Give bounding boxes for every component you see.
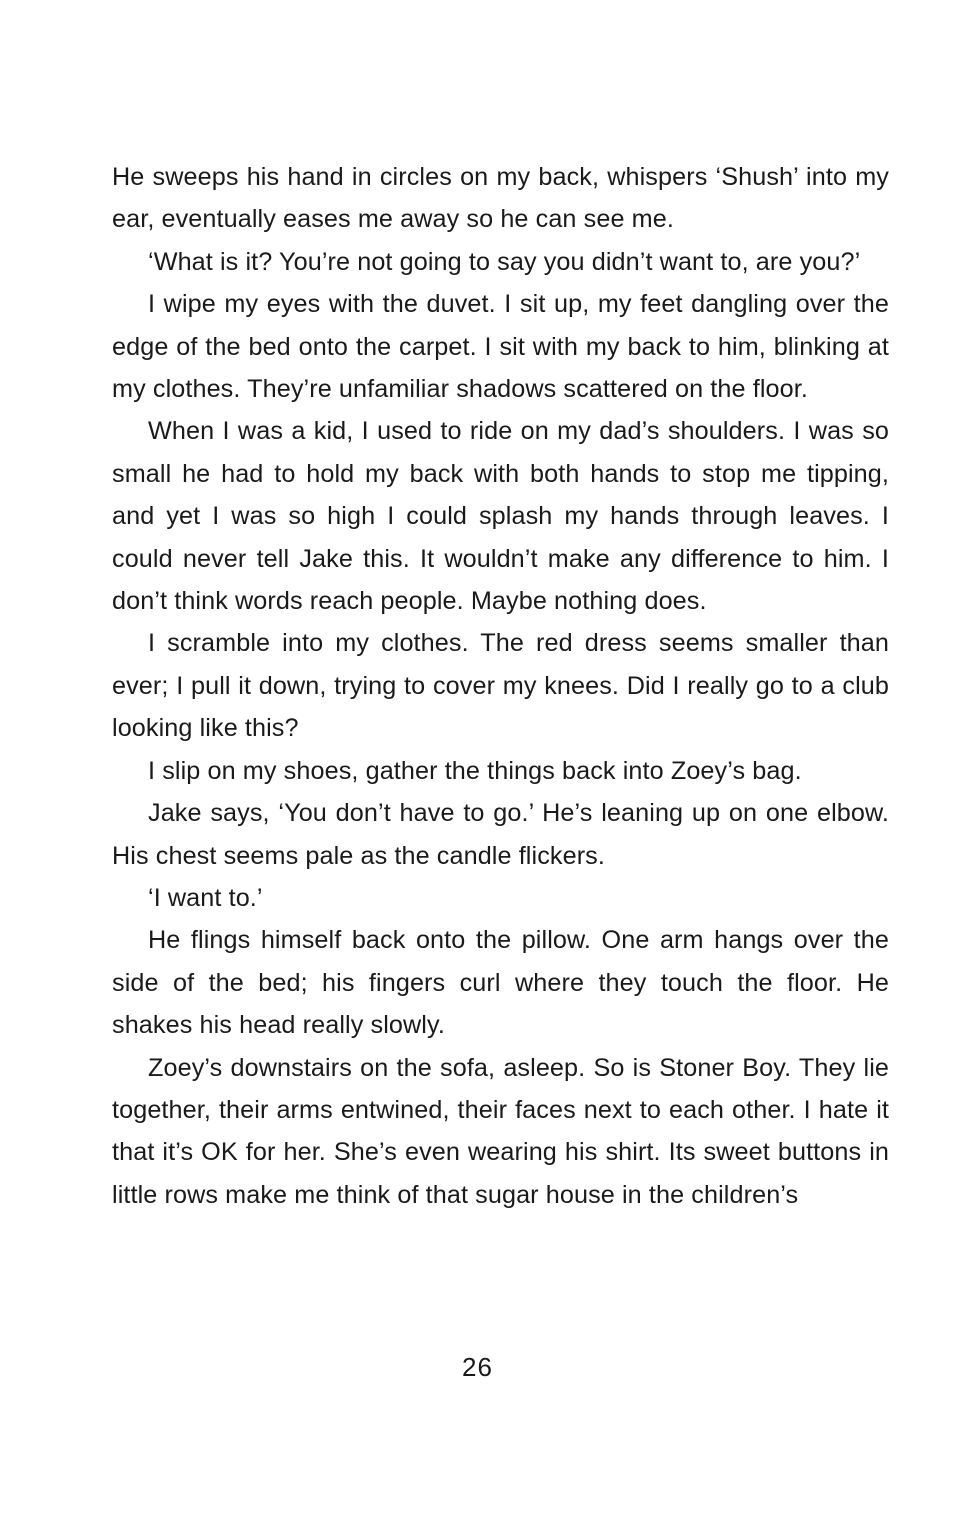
paragraph: I scramble into my clothes. The red dress seems smaller than ever; I pull it down, trying to cover my knees. Did I really go to a club looking like this? <box>112 629 889 743</box>
paragraph: I slip on my shoes, gather the things back into Zoey’s bag. <box>148 756 802 785</box>
paragraph: I wipe my eyes with the duvet. I sit up, my feet dangling over the edge of the bed onto the carpet. I sit with my back to him, blinking at my clothes. They’re unfamiliar shadows scattered on the floor. <box>112 290 889 404</box>
paragraph: ‘I want to.’ <box>148 883 263 912</box>
paragraph: He sweeps his hand in circles on my back, whispers ‘Shush’ into my ear, eventually eases me away so he can see me. <box>112 163 889 234</box>
paragraph: When I was a kid, I used to ride on my dad’s shoulders. I was so small he had to hold my back with both hands to stop me tipping, and yet I was so high I could splash my hands through leaves. I could never tell Jake this. It wouldn’t make any difference to him. I don’t think words reach people. Maybe nothing does. <box>112 417 889 616</box>
paragraph: ‘What is it? You’re not going to say you didn’t want to, are you?’ <box>148 247 861 276</box>
body-text <box>112 156 889 1216</box>
page-number: 26 <box>462 1352 493 1382</box>
paragraph: He flings himself back onto the pillow. One arm hangs over the side of the bed; his fingers curl where they touch the floor. He shakes his head really slowly. <box>112 926 889 1040</box>
paragraph: Zoey’s downstairs on the sofa, asleep. So is Stoner Boy. They lie together, their arms entwined, their faces next to each other. I hate it that it’s OK for her. She’s even wearing his shirt. Its sweet buttons in little rows make me think of that sugar house in the children’s <box>112 1053 889 1209</box>
paragraph: Jake says, ‘You don’t have to go.’ He’s leaning up on one elbow. His chest seems pale as the candle flickers. <box>112 799 889 870</box>
